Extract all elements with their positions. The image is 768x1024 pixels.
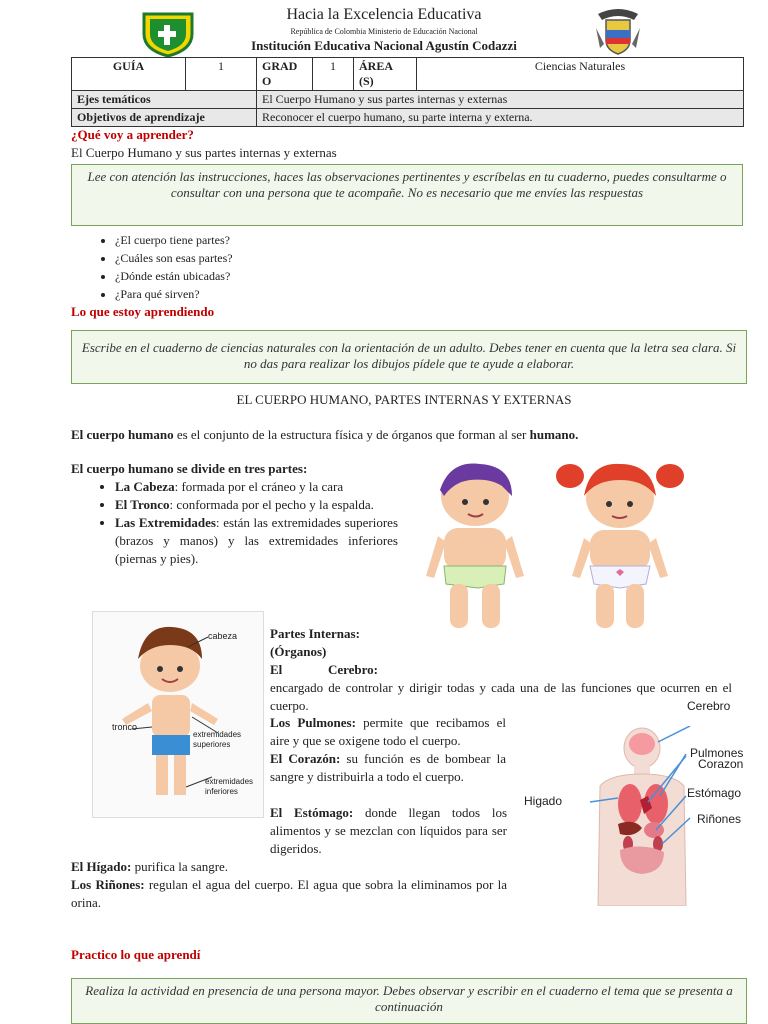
body-definition: El cuerpo humano es el conjunto de la estructura física y de órganos que forman al ser humano. (71, 427, 579, 442)
diagram-label-cabeza: cabeza (208, 631, 238, 641)
list-item: • ¿Cuáles son esas partes? (115, 251, 233, 269)
organ-label-pulmones: Pulmones (690, 746, 744, 760)
cerebro-label: El Cerebro: (270, 662, 378, 677)
body-parts-list (95, 478, 398, 568)
header-title: Hacia la Excelencia Educativa (286, 6, 482, 23)
organ-label-cerebro: Cerebro (687, 699, 731, 713)
grado-value: 1 (313, 58, 354, 91)
rest-organs-paragraphs (71, 804, 507, 912)
diagram-label-extremidades-inferiores: extremidades inferiores (205, 777, 254, 796)
questions-list (95, 233, 233, 305)
organ-label-estomago: Estómago (687, 786, 742, 800)
header-subtitle: República de Colombia Ministerio de Educación Nacional (290, 27, 478, 36)
section-practice-heading: Practico lo que aprendí (71, 947, 201, 962)
guia-value: 1 (186, 58, 257, 91)
children-illustration (420, 456, 710, 638)
diagram-label-extremidades-superiores: extremidades superiores (193, 730, 242, 749)
objetivos-label: Objetivos de aprendizaje (72, 109, 257, 127)
section-learning-heading: Lo que estoy aprendiendo (71, 304, 215, 319)
organ-label-higado: Higado (524, 794, 563, 808)
content-title: EL CUERPO HUMANO, PARTES INTERNAS Y EXTERNAS (236, 392, 572, 407)
area-value: Ciencias Naturales (417, 58, 744, 91)
list-item: • ¿El cuerpo tiene partes? (115, 233, 233, 251)
estomago-paragraph: El Estómago: donde llegan todos los alimentos y se mezclan con líquidos para ser digeridos. (270, 805, 507, 856)
organ-label-rinones: Riñones (697, 812, 742, 826)
instructions-box: Lee con atención las instrucciones, haces las observaciones pertinentes y escríbelas en tu cuaderno, puedes consultarme o consultar con una persona que te acompañe. No es necesario que me envíes las respuestas (71, 164, 743, 226)
list-item: • La Cabeza: formada por el cráneo y la cara (115, 478, 398, 496)
diagram-label-tronco: tronco (112, 722, 138, 732)
grado-label: GRAD O (257, 58, 313, 91)
objetivos-value: Reconocer el cuerpo humano, su parte interna y externa. (257, 109, 744, 127)
writing-instructions-box: Escribe en el cuaderno de ciencias naturales con la orientación de un adulto. Debes tener en cuenta que la letra sea clara. Si no das para realizar los dibujos pídele que te ayude a elaborar. (71, 330, 747, 384)
organ-label-corazon: Corazon (698, 757, 744, 771)
section-what-learn-heading: ¿Qué voy a aprender? (71, 127, 194, 142)
list-item: • ¿Dónde están ubicadas? (115, 269, 233, 287)
list-item: • ¿Para qué sirven? (115, 287, 233, 305)
guia-label: GUÍA (72, 58, 186, 91)
rinones-paragraph: Los Riñones: regulan el agua del cuerpo. El agua que sobra la eliminamos por la orina. (71, 877, 507, 910)
area-label: ÁREA (S) (354, 58, 417, 91)
guide-info-table (71, 57, 744, 127)
internas-title: Partes Internas: (Órganos) (270, 626, 360, 659)
institution-name: Institución Educativa Nacional Agustín Codazzi (251, 38, 517, 53)
pulmones-paragraph: Los Pulmones: permite que recibamos el aire y que se oxigene todo el cuerpo. (270, 715, 507, 748)
practice-instructions-box: Realiza la actividad en presencia de una persona mayor. Debes observar y escribir en el cuaderno el tema que se presenta a continuación (71, 978, 747, 1024)
list-item: • Las Extremidades: están las extremidades superiores (brazos y manos) y las extremidades inferiores (piernas y pies). (115, 514, 398, 568)
higado-paragraph: El Hígado: purifica la sangre. (71, 859, 229, 874)
section-what-learn-text: El Cuerpo Humano y sus partes internas y externas (71, 145, 337, 160)
ejes-label: Ejes temáticos (72, 91, 257, 109)
body-divide-heading: El cuerpo humano se divide en tres partes: (71, 461, 308, 476)
list-item: • El Tronco: conformada por el pecho y la espalda. (115, 496, 398, 514)
ejes-value: El Cuerpo Humano y sus partes internas y externas (257, 91, 744, 109)
cerebro-text: encargado de controlar y dirigir todas y cada una de las funciones que ocurren en el cuerpo. (270, 680, 732, 713)
corazon-paragraph: El Corazón: su función es de bombear la sangre y distribuirla a todo el cuerpo. (270, 751, 506, 784)
